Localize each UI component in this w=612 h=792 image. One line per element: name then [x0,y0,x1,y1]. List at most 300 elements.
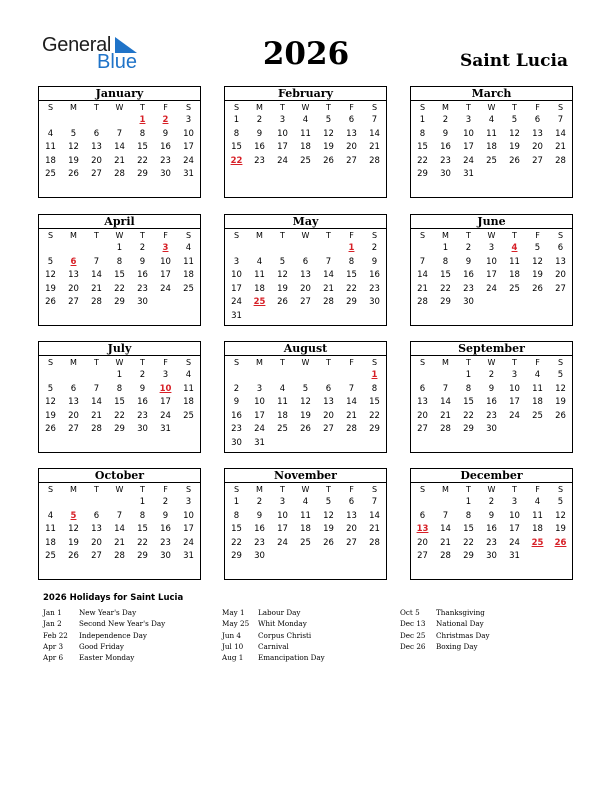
month-day-grid [411,101,572,182]
holiday-row [43,630,165,641]
day-cell: 4 [185,370,192,380]
month-november [224,468,387,580]
empty-day-cell [39,496,62,510]
weekday-label: S [47,103,54,112]
weekday-label: F [163,485,168,494]
day-cell: 1 [116,243,123,253]
day-cell: 26 [532,283,543,294]
holiday-row [43,652,165,663]
day-cell: 9 [488,383,495,394]
day-cell: 15 [114,397,125,408]
day-cell: 24 [183,155,194,166]
empty-day-cell [108,114,131,128]
day-cell: 27 [417,424,428,435]
day-cell: 23 [254,537,265,548]
day-cell: 14 [440,524,451,535]
weekday-label: F [349,231,354,240]
day-cell: 30 [137,297,148,308]
weekday-label: W [487,358,496,367]
weekday-label: T [140,103,145,112]
day-cell: 30 [254,551,265,562]
day-cell: 16 [160,142,171,153]
day-cell: 21 [91,283,102,294]
day-cell: 17 [183,524,194,535]
month-day-grid [411,483,572,564]
day-cell: 13 [91,524,102,535]
holiday-day-cell: 25 [253,297,266,308]
empty-day-cell [434,496,457,510]
day-cell: 2 [162,497,169,507]
day-cell: 10 [254,397,265,408]
day-cell: 25 [300,537,311,548]
weekday-label: S [419,358,426,367]
month-title: July [39,342,200,356]
day-cell: 16 [231,410,242,421]
day-cell: 10 [486,256,497,267]
day-cell: 5 [511,115,518,125]
day-cell: 12 [555,383,566,394]
month-day-grid [39,356,200,437]
holiday-day-cell: 5 [70,510,77,521]
day-cell: 24 [509,537,520,548]
day-cell: 16 [137,270,148,281]
day-cell: 4 [279,383,286,394]
empty-day-cell [85,114,108,128]
day-cell: 30 [486,424,497,435]
empty-day-cell [39,369,62,383]
empty-day-cell [62,242,85,256]
weekday-label: M [442,103,449,112]
day-cell: 12 [532,256,543,267]
holiday-day-cell: 13 [416,524,429,535]
day-cell: 23 [463,283,474,294]
day-cell: 8 [233,128,240,139]
day-cell: 2 [139,370,146,380]
day-cell: 1 [442,243,449,253]
empty-day-cell [294,369,317,383]
holiday-day-cell: 3 [162,243,169,253]
day-cell: 9 [488,510,495,521]
month-day-grid [39,101,200,182]
weekday-label: S [557,103,564,112]
holiday-row [400,641,490,652]
holiday-name: New Year's Day [79,608,137,617]
weekday-label: W [301,231,310,240]
day-cell: 11 [277,397,288,408]
month-october [38,468,201,580]
day-cell: 26 [68,169,79,180]
day-cell: 14 [555,128,566,139]
day-cell: 7 [557,115,564,125]
day-cell: 2 [233,383,240,394]
holiday-name: Thanksgiving [436,608,485,617]
weekday-label: F [349,485,354,494]
day-cell: 23 [440,155,451,166]
day-cell: 9 [139,256,146,267]
day-cell: 18 [183,397,194,408]
day-cell: 21 [323,283,334,294]
holiday-column [43,607,165,663]
day-cell: 27 [346,155,357,166]
day-cell: 5 [302,383,309,394]
holiday-row [400,630,490,641]
month-title: September [411,342,572,356]
day-cell: 15 [137,142,148,153]
day-cell: 31 [231,310,242,321]
holiday-date: Dec 13 [400,619,426,629]
day-cell: 27 [300,297,311,308]
day-cell: 3 [162,370,169,380]
holiday-column [222,607,325,663]
day-cell: 15 [463,524,474,535]
empty-day-cell [294,242,317,256]
day-cell: 21 [369,142,380,153]
holiday-row [222,607,325,618]
weekday-label: S [233,485,240,494]
holiday-day-cell: 1 [371,370,378,380]
day-cell: 25 [45,169,56,180]
day-cell: 16 [254,142,265,153]
weekday-label: S [419,103,426,112]
empty-day-cell [248,242,271,256]
day-cell: 10 [509,383,520,394]
month-july [38,341,201,453]
day-cell: 18 [486,142,497,153]
day-cell: 13 [323,397,334,408]
day-cell: 7 [419,256,426,267]
day-cell: 17 [160,397,171,408]
day-cell: 15 [417,142,428,153]
day-cell: 24 [463,155,474,166]
day-cell: 7 [348,383,355,394]
weekday-label: M [442,231,449,240]
weekday-label: T [466,358,471,367]
day-cell: 14 [323,270,334,281]
day-cell: 14 [114,524,125,535]
day-cell: 8 [442,256,449,267]
empty-day-cell [62,369,85,383]
holiday-day-cell: 2 [162,115,169,125]
day-cell: 16 [254,524,265,535]
day-cell: 24 [277,537,288,548]
weekday-label: T [94,485,99,494]
day-cell: 8 [348,256,355,267]
day-cell: 14 [417,270,428,281]
day-cell: 11 [45,524,56,535]
day-cell: 18 [45,537,56,548]
weekday-label: T [280,231,285,240]
weekday-label: S [47,231,54,240]
day-cell: 9 [442,128,449,139]
empty-day-cell [39,114,62,128]
weekday-label: M [70,358,77,367]
day-cell: 16 [463,270,474,281]
day-cell: 29 [463,551,474,562]
weekday-label: W [301,485,310,494]
day-cell: 20 [91,537,102,548]
day-cell: 9 [162,510,169,521]
weekday-label: T [326,358,331,367]
month-title: November [225,469,386,483]
day-cell: 23 [254,155,265,166]
day-cell: 18 [532,524,543,535]
weekday-label: W [487,485,496,494]
day-cell: 5 [534,243,541,253]
weekday-label: T [94,231,99,240]
day-cell: 12 [68,142,79,153]
holiday-day-cell: 1 [139,115,146,125]
day-cell: 14 [369,128,380,139]
month-day-grid [225,356,386,451]
day-cell: 30 [231,437,242,448]
weekday-label: T [94,103,99,112]
day-cell: 8 [371,383,378,394]
weekday-label: S [419,485,426,494]
day-cell: 25 [45,551,56,562]
calendar-header [0,0,612,80]
day-cell: 3 [233,256,240,267]
day-cell: 29 [369,424,380,435]
weekday-label: M [256,103,263,112]
empty-day-cell [411,369,434,383]
day-cell: 23 [160,537,171,548]
month-march [410,86,573,198]
day-cell: 29 [114,297,125,308]
day-cell: 6 [419,510,426,521]
day-cell: 22 [137,537,148,548]
weekday-label: S [233,358,240,367]
day-cell: 6 [348,115,355,125]
weekday-label: S [233,103,240,112]
day-cell: 7 [442,510,449,521]
day-cell: 3 [256,383,263,394]
empty-day-cell [434,369,457,383]
holiday-name: Labour Day [258,608,301,617]
empty-day-cell [317,369,340,383]
day-cell: 18 [300,142,311,153]
day-cell: 31 [183,169,194,180]
day-cell: 5 [557,497,564,507]
day-cell: 20 [532,142,543,153]
weekday-label: S [185,485,192,494]
day-cell: 5 [325,497,332,507]
weekday-label: S [557,358,564,367]
weekday-label: T [140,358,145,367]
weekday-label: M [70,103,77,112]
day-cell: 25 [486,155,497,166]
day-cell: 18 [300,524,311,535]
weekday-label: M [442,485,449,494]
day-cell: 24 [231,297,242,308]
empty-day-cell [85,369,108,383]
day-cell: 1 [233,115,240,125]
day-cell: 29 [440,297,451,308]
day-cell: 26 [45,297,56,308]
day-cell: 9 [256,510,263,521]
holiday-day-cell: 1 [348,243,355,253]
day-cell: 13 [91,142,102,153]
country-name: Saint Lucia [459,51,568,71]
day-cell: 6 [302,256,309,267]
day-cell: 22 [463,410,474,421]
holiday-date: Apr 3 [43,641,64,651]
day-cell: 9 [162,128,169,139]
weekday-label: W [115,231,124,240]
weekday-label: F [535,231,540,240]
day-cell: 18 [509,270,520,281]
day-cell: 11 [300,510,311,521]
empty-day-cell [411,496,434,510]
day-cell: 23 [486,410,497,421]
empty-day-cell [62,496,85,510]
weekday-label: S [185,103,192,112]
day-cell: 8 [116,256,123,267]
day-cell: 22 [231,537,242,548]
weekday-label: W [115,485,124,494]
weekday-label: T [466,231,471,240]
holiday-date: Jul 10 [222,641,244,651]
day-cell: 8 [465,510,472,521]
weekday-label: S [419,231,426,240]
day-cell: 12 [509,128,520,139]
weekday-label: M [256,231,263,240]
day-cell: 14 [369,510,380,521]
day-cell: 19 [555,397,566,408]
day-cell: 19 [323,142,334,153]
day-cell: 4 [488,115,495,125]
day-cell: 31 [160,424,171,435]
day-cell: 13 [68,270,79,281]
day-cell: 7 [116,510,123,521]
weekday-label: T [326,103,331,112]
day-cell: 16 [440,142,451,153]
day-cell: 14 [440,397,451,408]
day-cell: 30 [160,169,171,180]
day-cell: 24 [277,155,288,166]
day-cell: 20 [417,410,428,421]
day-cell: 17 [277,142,288,153]
holiday-row [400,618,490,629]
day-cell: 10 [509,510,520,521]
month-january [38,86,201,198]
weekday-label: F [349,358,354,367]
day-cell: 5 [70,128,77,139]
day-cell: 4 [534,370,541,380]
day-cell: 4 [302,497,309,507]
day-cell: 31 [254,437,265,448]
day-cell: 5 [279,256,286,267]
day-cell: 11 [532,510,543,521]
weekday-label: T [140,485,145,494]
day-cell: 29 [463,424,474,435]
day-cell: 11 [509,256,520,267]
day-cell: 15 [231,142,242,153]
day-cell: 9 [371,256,378,267]
day-cell: 29 [137,551,148,562]
day-cell: 24 [160,283,171,294]
day-cell: 19 [555,524,566,535]
day-cell: 27 [91,551,102,562]
day-cell: 27 [417,551,428,562]
day-cell: 17 [509,524,520,535]
day-cell: 30 [137,424,148,435]
day-cell: 9 [465,256,472,267]
empty-day-cell [411,242,434,256]
empty-day-cell [225,242,248,256]
months-grid [38,86,575,582]
weekday-label: W [487,231,496,240]
weekday-label: S [185,231,192,240]
day-cell: 9 [139,383,146,394]
day-cell: 21 [440,537,451,548]
day-cell: 25 [183,410,194,421]
day-cell: 12 [323,128,334,139]
day-cell: 27 [68,424,79,435]
month-title: August [225,342,386,356]
holiday-date: Dec 26 [400,641,426,651]
weekday-label: T [280,485,285,494]
holiday-date: Jun 4 [222,630,241,640]
day-cell: 25 [183,283,194,294]
day-cell: 21 [114,537,125,548]
holiday-row [222,641,325,652]
day-cell: 18 [45,155,56,166]
month-december [410,468,573,580]
day-cell: 20 [346,524,357,535]
month-day-grid [225,229,386,324]
day-cell: 22 [346,283,357,294]
day-cell: 25 [277,424,288,435]
weekday-label: W [487,103,496,112]
day-cell: 9 [256,128,263,139]
month-day-grid [225,101,386,168]
day-cell: 21 [114,155,125,166]
empty-day-cell [248,369,271,383]
day-cell: 24 [509,410,520,421]
day-cell: 23 [486,537,497,548]
holiday-date: Apr 6 [43,653,64,663]
holiday-row [400,607,490,618]
weekday-label: M [70,485,77,494]
day-cell: 6 [93,128,100,139]
empty-day-cell [271,242,294,256]
holiday-date: Jan 1 [43,608,62,617]
day-cell: 28 [114,551,125,562]
holiday-day-cell: 4 [511,243,518,253]
day-cell: 11 [45,142,56,153]
month-september [410,341,573,453]
day-cell: 17 [277,524,288,535]
day-cell: 12 [555,510,566,521]
day-cell: 13 [532,128,543,139]
holiday-name: Whit Monday [258,619,307,629]
weekday-label: M [256,358,263,367]
day-cell: 6 [557,243,564,253]
weekday-label: W [301,103,310,112]
day-cell: 22 [369,410,380,421]
day-cell: 20 [91,155,102,166]
month-day-grid [39,483,200,564]
day-cell: 13 [346,128,357,139]
weekday-label: S [47,358,54,367]
empty-day-cell [85,242,108,256]
day-cell: 6 [93,510,100,521]
holiday-row [222,652,325,663]
day-cell: 27 [555,283,566,294]
day-cell: 14 [91,397,102,408]
month-title: May [225,215,386,229]
day-cell: 3 [465,115,472,125]
